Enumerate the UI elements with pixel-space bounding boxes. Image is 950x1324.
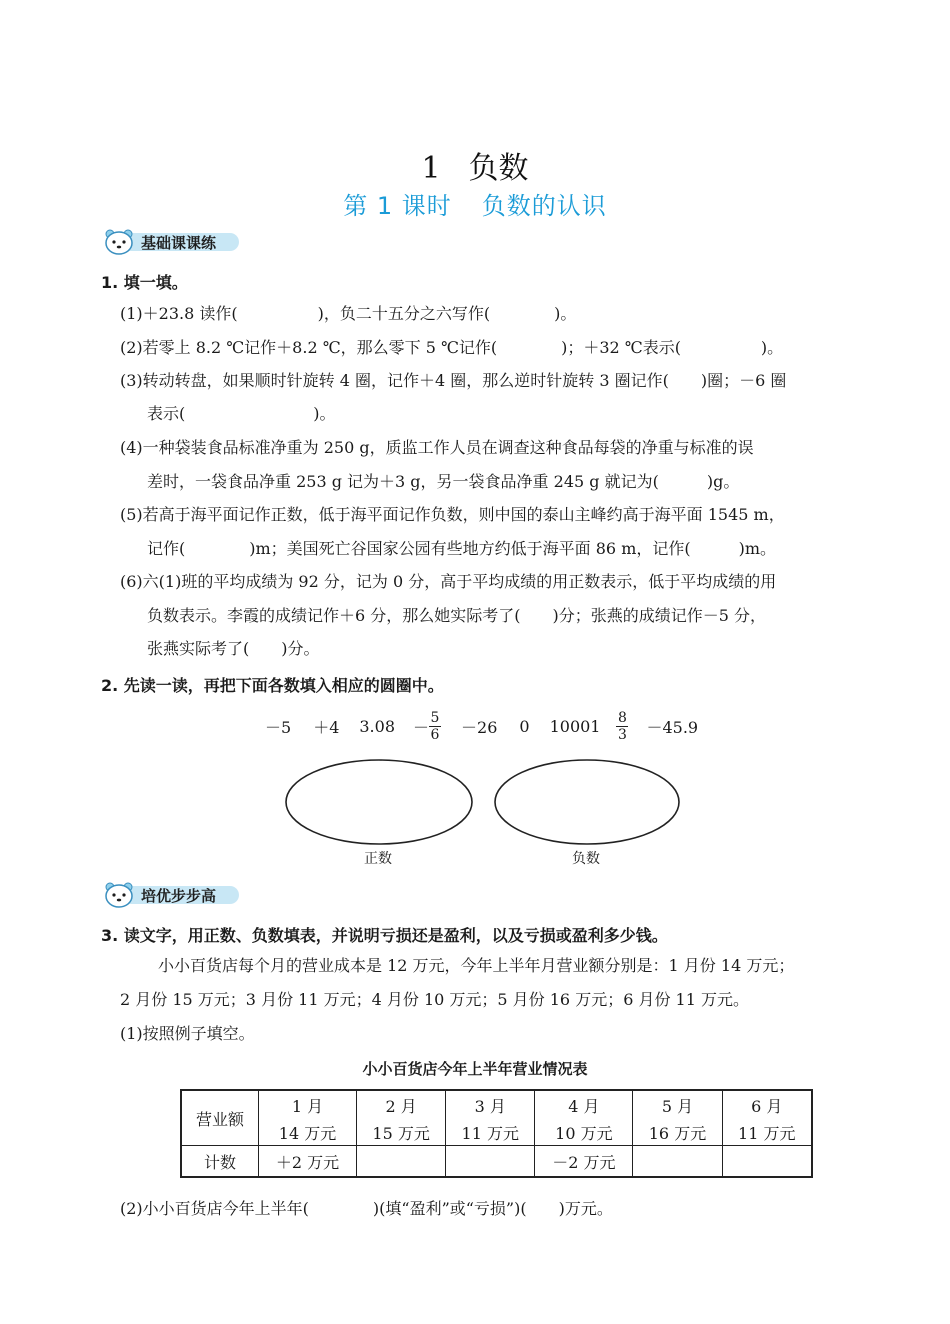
amount-cell: 15 万元 xyxy=(357,1119,446,1146)
amount-cell: 10 万元 xyxy=(535,1119,633,1146)
q1-item-3-line2: 表示( )。 xyxy=(147,404,336,423)
negative-oval[interactable] xyxy=(495,760,679,844)
chapter-number: 1 xyxy=(421,151,441,186)
q1-item-1: (1)＋23.8 读作( )，负二十五分之六写作( )。 xyxy=(120,304,577,323)
count-cell[interactable] xyxy=(357,1146,446,1178)
count-cell[interactable] xyxy=(633,1146,722,1178)
q1-item-6-line2: 负数表示。李霞的成绩记作＋6 分，那么她实际考了( )分；张燕的成绩记作－5 分， xyxy=(147,606,767,625)
number-item: －26 xyxy=(461,717,498,737)
q1-item-5-line1: (5)若高于海平面记作正数，低于海平面记作负数，则中国的泰山主峰约高于海平面 1545 m， xyxy=(120,505,785,524)
q1-item-2: (2)若零上 8.2 ℃记作＋8.2 ℃，那么零下 5 ℃记作( )；＋32 ℃表示( )。 xyxy=(120,338,784,357)
chapter-title-text: 负数 xyxy=(468,151,529,186)
month-cell: 2 月 xyxy=(357,1090,446,1119)
fraction-denominator: 6 xyxy=(430,726,440,743)
fraction-denominator: 3 xyxy=(618,726,627,743)
month-cell: 1 月 xyxy=(259,1090,357,1119)
q1-item-6-line3: 张燕实际考了( )分。 xyxy=(147,639,320,658)
amount-cell: 16 万元 xyxy=(633,1119,722,1146)
number-item: － xyxy=(413,717,430,737)
section-title-basic: 基础课课练 xyxy=(141,234,217,252)
month-cell: 6 月 xyxy=(722,1090,812,1119)
fraction-five-sixths xyxy=(429,710,441,743)
amount-cell: 11 万元 xyxy=(722,1119,812,1146)
number-item: ＋4 xyxy=(313,717,340,737)
lesson-label: 第 1 课时 xyxy=(343,192,452,220)
number-item: 3.08 xyxy=(359,716,395,736)
q1-item-5-line2: 记作( )m；美国死亡谷国家公园有些地方约低于海平面 86 m，记作( )m。 xyxy=(147,539,777,558)
number-item: －5 xyxy=(265,717,292,737)
number-item: 0 xyxy=(519,716,530,736)
section-title-advanced: 培优步步高 xyxy=(141,887,217,905)
lesson-title xyxy=(0,186,950,221)
number-item: －45.9 xyxy=(646,717,699,737)
month-cell: 5 月 xyxy=(633,1090,722,1119)
q3-text-line1: 小小百货店每个月的营业成本是 12 万元，今年上半年月营业额分别是：1 月份 14 万元； xyxy=(158,956,795,975)
question-2-title: 2. 先读一读，再把下面各数填入相应的圆圈中。 xyxy=(101,676,444,695)
positive-label: 正数 xyxy=(364,851,392,867)
q3-sub-2: (2)小小百货店今年上半年( )(填“盈利”或“亏损”)( )万元。 xyxy=(120,1199,613,1218)
table-row-months xyxy=(181,1090,812,1119)
table-row-amounts xyxy=(181,1119,812,1146)
sales-table xyxy=(180,1089,813,1178)
section-badge-basic xyxy=(103,227,243,253)
month-cell: 4 月 xyxy=(535,1090,633,1119)
count-cell[interactable]: ＋2 万元 xyxy=(259,1146,357,1178)
number-list xyxy=(265,706,725,746)
lesson-title-text: 负数的认识 xyxy=(481,192,607,220)
question-1-title: 1. 填一填。 xyxy=(101,273,188,292)
q3-sub-1: (1)按照例子填空。 xyxy=(120,1024,255,1043)
q1-item-3-line1: (3)转动转盘，如果顺时针旋转 4 圈，记作＋4 圈，那么逆时针旋转 3 圈记作( )圈；－6 圈 xyxy=(120,371,787,390)
chapter-title xyxy=(0,143,950,187)
count-cell[interactable] xyxy=(722,1146,812,1178)
amount-cell: 11 万元 xyxy=(446,1119,535,1146)
month-cell: 3 月 xyxy=(446,1090,535,1119)
fraction-eight-thirds xyxy=(616,710,628,743)
q1-item-6-line1: (6)六(1)班的平均成绩为 92 分，记为 0 分，高于平均成绩的用正数表示，低于平均成绩的用 xyxy=(120,572,777,591)
question-3-title: 3. 读文字，用正数、负数填表，并说明亏损还是盈利，以及亏损或盈利多少钱。 xyxy=(101,926,668,945)
count-cell[interactable]: －2 万元 xyxy=(535,1146,633,1178)
table-row-counts xyxy=(181,1146,812,1178)
section-badge-advanced xyxy=(103,880,243,906)
bear-icon xyxy=(103,880,135,908)
negative-label: 负数 xyxy=(572,851,600,867)
bear-icon xyxy=(103,227,135,255)
positive-oval[interactable] xyxy=(286,760,472,844)
row-header-revenue: 营业额 xyxy=(181,1090,259,1146)
q1-item-4-line1: (4)一种袋装食品标准净重为 250 g，质监工作人员在调查这种食品每袋的净重与标准的误 xyxy=(120,438,754,457)
fraction-numerator: 5 xyxy=(430,709,440,726)
row-header-count: 计数 xyxy=(181,1146,259,1178)
q3-text-line2: 2 月份 15 万元；3 月份 11 万元；4 月份 10 万元；5 月份 16 万元；6 月份 11 万元。 xyxy=(120,990,749,1009)
q1-item-4-line2: 差时，一袋食品净重 253 g 记为＋3 g，另一袋食品净重 245 g 就记为( )g。 xyxy=(147,472,740,491)
table-title: 小小百货店今年上半年营业情况表 xyxy=(362,1060,588,1078)
count-cell[interactable] xyxy=(446,1146,535,1178)
number-item: 10001 xyxy=(549,716,601,736)
amount-cell: 14 万元 xyxy=(259,1119,357,1146)
fraction-numerator: 8 xyxy=(618,709,627,726)
answer-ovals xyxy=(280,758,690,850)
